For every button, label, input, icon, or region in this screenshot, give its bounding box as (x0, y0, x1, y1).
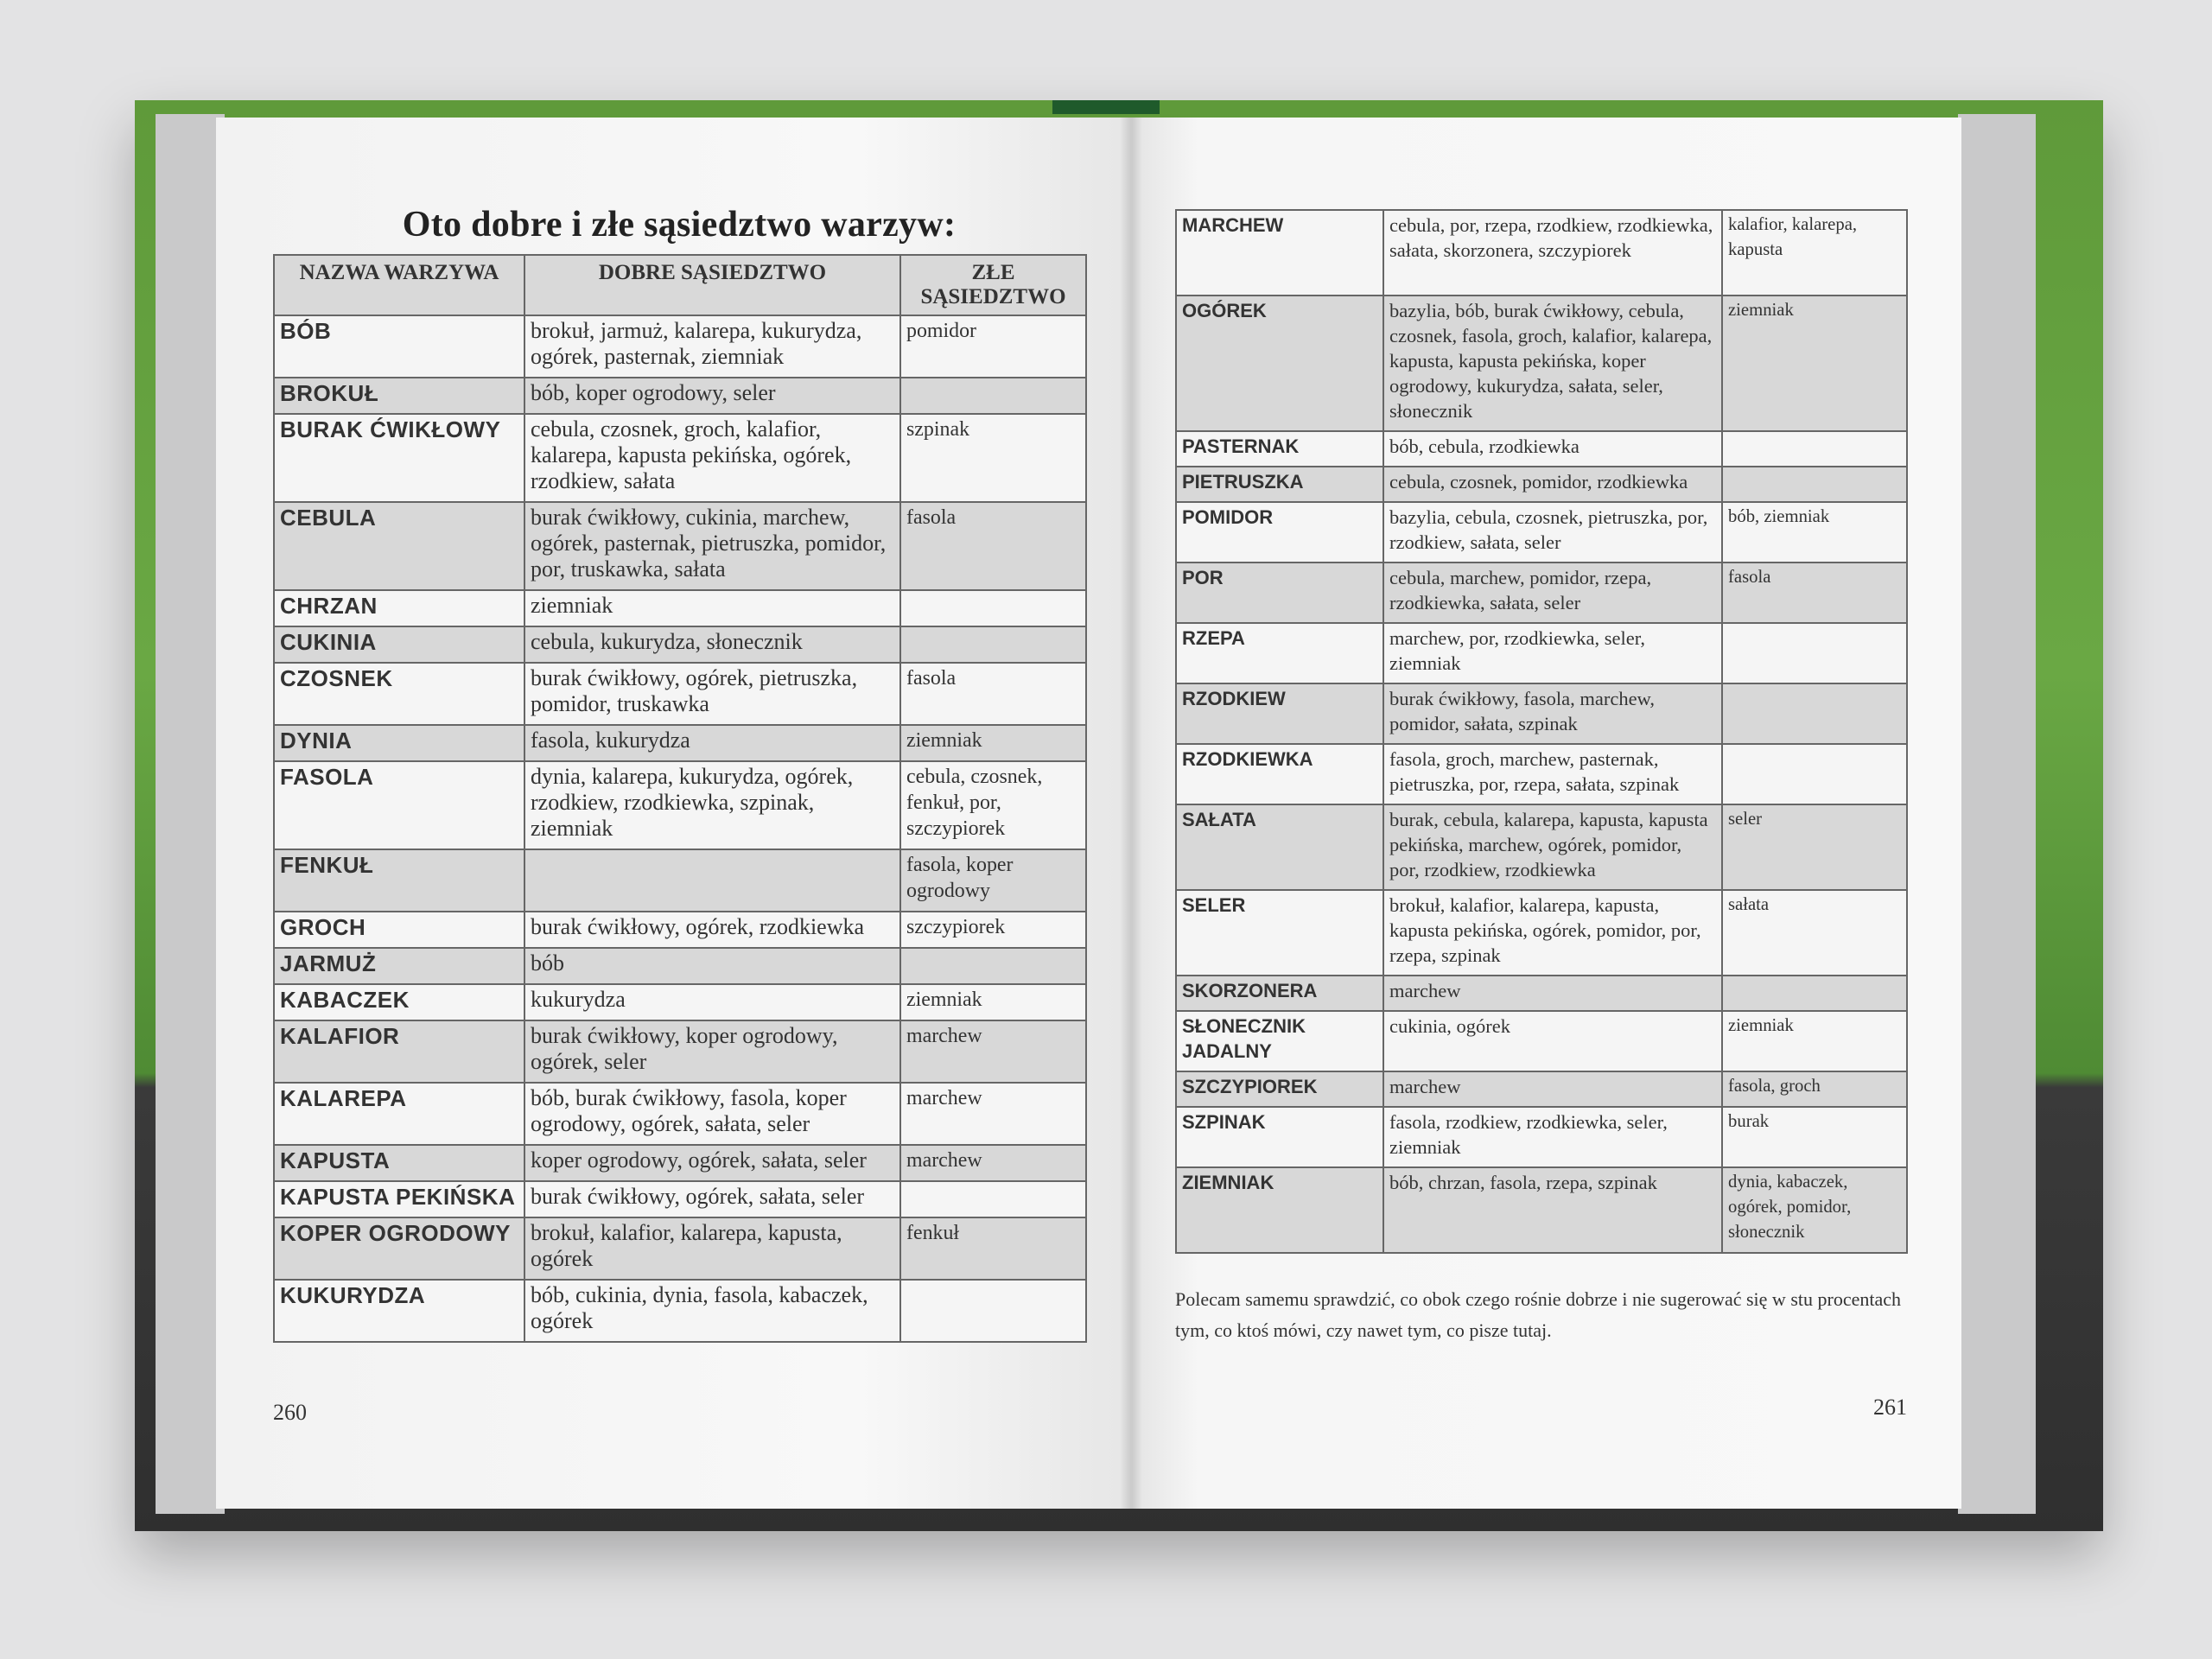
cell-name: DYNIA (274, 725, 524, 761)
cell-bad (900, 1181, 1086, 1217)
cell-name: CEBULA (274, 502, 524, 590)
cell-bad: ziemniak (1722, 1011, 1907, 1071)
table-row (1176, 976, 1907, 1011)
table-row (1176, 623, 1907, 683)
cell-good: cebula, marchew, pomidor, rzepa, rzodkiewka, sałata, seler (1383, 563, 1722, 623)
cell-good: marchew (1383, 976, 1722, 1011)
cell-bad: fasola, groch (1722, 1071, 1907, 1107)
cell-bad: pomidor (900, 315, 1086, 378)
cell-good: bób (524, 948, 900, 984)
table-row (1176, 744, 1907, 804)
table-row (274, 1181, 1086, 1217)
cell-bad (1722, 623, 1907, 683)
cell-name: PIETRUSZKA (1176, 467, 1383, 502)
cell-bad: ziemniak (900, 725, 1086, 761)
cell-bad: ziemniak (900, 984, 1086, 1020)
table-row (1176, 1011, 1907, 1071)
cell-good: cukinia, ogórek (1383, 1011, 1722, 1071)
table-row (1176, 563, 1907, 623)
cell-name: SAŁATA (1176, 804, 1383, 890)
table-row (274, 414, 1086, 502)
cell-bad (900, 590, 1086, 626)
cell-name: KOPER OGRODOWY (274, 1217, 524, 1280)
cell-bad: fasola (900, 663, 1086, 725)
cell-name: POMIDOR (1176, 502, 1383, 563)
table-row (274, 1145, 1086, 1181)
cell-bad: ziemniak (1722, 296, 1907, 431)
cell-bad: marchew (900, 1083, 1086, 1145)
right-page-edges (1958, 114, 2036, 1514)
cell-name: KAPUSTA (274, 1145, 524, 1181)
table-row (1176, 1167, 1907, 1253)
cell-bad: bób, ziemniak (1722, 502, 1907, 563)
cell-bad (1722, 744, 1907, 804)
cell-good: brokuł, kalafior, kalarepa, kapusta, ogórek (524, 1217, 900, 1280)
cell-name: SZPINAK (1176, 1107, 1383, 1167)
table-row (1176, 296, 1907, 431)
cell-bad: marchew (900, 1020, 1086, 1083)
table-row (1176, 1107, 1907, 1167)
cell-name: PASTERNAK (1176, 431, 1383, 467)
table-row (274, 849, 1086, 912)
cell-name: CHRZAN (274, 590, 524, 626)
cell-good: bób, cebula, rzodkiewka (1383, 431, 1722, 467)
cell-bad (900, 626, 1086, 663)
table-row (1176, 210, 1907, 296)
cell-good: bób, koper ogrodowy, seler (524, 378, 900, 414)
cell-name: BURAK ĆWIKŁOWY (274, 414, 524, 502)
header-name: NAZWA WARZYWA (274, 255, 524, 315)
cell-bad: sałata (1722, 890, 1907, 976)
cell-name: ZIEMNIAK (1176, 1167, 1383, 1253)
table-row (274, 912, 1086, 948)
page-number-right: 261 (1873, 1395, 1907, 1420)
cell-name: OGÓREK (1176, 296, 1383, 431)
cell-name: POR (1176, 563, 1383, 623)
table-row (274, 626, 1086, 663)
cell-bad (900, 1280, 1086, 1342)
cell-name: RZODKIEWKA (1176, 744, 1383, 804)
author-note: Polecam samemu sprawdzić, co obok czego rośnie dobrze i nie sugerować się w stu procentach tym, co ktoś mówi, czy nawet tym, co pisze tutaj. (1175, 1288, 1901, 1341)
cell-name: BÓB (274, 315, 524, 378)
header-good: DOBRE SĄSIEDZTWO (524, 255, 900, 315)
cell-good: cebula, por, rzepa, rzodkiew, rzodkiewka, sałata, skorzonera, szczypiorek (1383, 210, 1722, 296)
cell-bad: cebula, czosnek, fenkuł, por, szczypiorek (900, 761, 1086, 849)
page-title: Oto dobre i złe sąsiedztwo warzyw: (402, 205, 957, 245)
table-row (274, 315, 1086, 378)
table-row (274, 502, 1086, 590)
book-gutter (1120, 118, 1142, 1509)
table-row (274, 663, 1086, 725)
cell-name: FENKUŁ (274, 849, 524, 912)
table-row (1176, 683, 1907, 744)
cell-bad: szczypiorek (900, 912, 1086, 948)
header-bad: ZŁE SĄSIEDZTWO (900, 255, 1086, 315)
table-row (1176, 502, 1907, 563)
cell-good: fasola, groch, marchew, pasternak, pietruszka, por, rzepa, sałata, szpinak (1383, 744, 1722, 804)
left-page-edges (156, 114, 225, 1514)
table-row (274, 590, 1086, 626)
cell-name: FASOLA (274, 761, 524, 849)
cell-name: MARCHEW (1176, 210, 1383, 296)
cell-good: marchew (1383, 1071, 1722, 1107)
cell-bad: fasola (1722, 563, 1907, 623)
cell-name: JARMUŻ (274, 948, 524, 984)
cell-bad: dynia, kabaczek, ogórek, pomidor, słonecznik (1722, 1167, 1907, 1253)
cell-name: GROCH (274, 912, 524, 948)
cell-good: marchew, por, rzodkiewka, seler, ziemniak (1383, 623, 1722, 683)
cell-name: KABACZEK (274, 984, 524, 1020)
cell-name: KALAREPA (274, 1083, 524, 1145)
cell-good: cebula, czosnek, pomidor, rzodkiewka (1383, 467, 1722, 502)
cell-bad (900, 948, 1086, 984)
cell-name: KALAFIOR (274, 1020, 524, 1083)
cell-name: SKORZONERA (1176, 976, 1383, 1011)
cell-name: KUKURYDZA (274, 1280, 524, 1342)
cell-good: burak, cebula, kalarepa, kapusta, kapusta pekińska, marchew, ogórek, pomidor, por, rzodkiew, rzodkiewka (1383, 804, 1722, 890)
table-row (1176, 1071, 1907, 1107)
cell-bad (1722, 467, 1907, 502)
page-number-left: 260 (273, 1400, 307, 1425)
cell-good: burak ćwikłowy, koper ogrodowy, ogórek, seler (524, 1020, 900, 1083)
cell-good: fasola, kukurydza (524, 725, 900, 761)
cell-good: burak ćwikłowy, ogórek, sałata, seler (524, 1181, 900, 1217)
book-spine (1052, 100, 1160, 114)
cell-name: RZEPA (1176, 623, 1383, 683)
cell-good: bazylia, cebula, czosnek, pietruszka, por, rzodkiew, sałata, seler (1383, 502, 1722, 563)
cell-name: RZODKIEW (1176, 683, 1383, 744)
cell-bad: fasola, koper ogrodowy (900, 849, 1086, 912)
cell-name: SZCZYPIOREK (1176, 1071, 1383, 1107)
cell-bad (900, 378, 1086, 414)
cell-good: dynia, kalarepa, kukurydza, ogórek, rzodkiew, rzodkiewka, szpinak, ziemniak (524, 761, 900, 849)
cell-name: SELER (1176, 890, 1383, 976)
cell-good: burak ćwikłowy, fasola, marchew, pomidor, sałata, szpinak (1383, 683, 1722, 744)
cell-bad: seler (1722, 804, 1907, 890)
table-row (274, 1217, 1086, 1280)
cell-good: kukurydza (524, 984, 900, 1020)
cell-good: burak ćwikłowy, ogórek, rzodkiewka (524, 912, 900, 948)
table-row (274, 984, 1086, 1020)
cell-good: burak ćwikłowy, cukinia, marchew, ogórek, pasternak, pietruszka, pomidor, por, truskawka, sałata (524, 502, 900, 590)
cell-bad: szpinak (900, 414, 1086, 502)
cell-good: brokuł, kalafior, kalarepa, kapusta, kapusta pekińska, ogórek, pomidor, por, rzepa, szpinak (1383, 890, 1722, 976)
cell-bad: burak (1722, 1107, 1907, 1167)
table-row (1176, 467, 1907, 502)
cell-bad: marchew (900, 1145, 1086, 1181)
cell-bad (1722, 976, 1907, 1011)
cell-bad: fasola (900, 502, 1086, 590)
cell-good: koper ogrodowy, ogórek, sałata, seler (524, 1145, 900, 1181)
table-row (274, 1083, 1086, 1145)
cell-good: bób, chrzan, fasola, rzepa, szpinak (1383, 1167, 1722, 1253)
cell-good: bazylia, bób, burak ćwikłowy, cebula, czosnek, fasola, groch, kalafior, kalarepa, kapusta, kapusta pekińska, koper ogrodowy, kukurydza, sałata, seler, słonecznik (1383, 296, 1722, 431)
cell-name: CZOSNEK (274, 663, 524, 725)
cell-good: cebula, kukurydza, słonecznik (524, 626, 900, 663)
table-row (1176, 890, 1907, 976)
cell-good: cebula, czosnek, groch, kalafior, kalarepa, kapusta pekińska, ogórek, rzodkiew, sałata (524, 414, 900, 502)
cell-good: bób, cukinia, dynia, fasola, kabaczek, ogórek (524, 1280, 900, 1342)
vegetable-table-left (273, 254, 1087, 1343)
cell-name: CUKINIA (274, 626, 524, 663)
cell-good (524, 849, 900, 912)
cell-bad: fenkuł (900, 1217, 1086, 1280)
cell-bad: kalafior, kalarepa, kapusta (1722, 210, 1907, 296)
cell-bad (1722, 431, 1907, 467)
table-row (274, 378, 1086, 414)
cell-name: SŁONECZNIK JADALNY (1176, 1011, 1383, 1071)
table-row (1176, 804, 1907, 890)
cell-bad (1722, 683, 1907, 744)
table-row (274, 761, 1086, 849)
table-row (274, 948, 1086, 984)
table-row (274, 1020, 1086, 1083)
cell-good: fasola, rzodkiew, rzodkiewka, seler, ziemniak (1383, 1107, 1722, 1167)
cell-good: ziemniak (524, 590, 900, 626)
cell-good: brokuł, jarmuż, kalarepa, kukurydza, ogórek, pasternak, ziemniak (524, 315, 900, 378)
table-row (274, 725, 1086, 761)
table-row (1176, 431, 1907, 467)
table-row (274, 1280, 1086, 1342)
cell-name: BROKUŁ (274, 378, 524, 414)
cell-good: bób, burak ćwikłowy, fasola, koper ogrodowy, ogórek, sałata, seler (524, 1083, 900, 1145)
cell-good: burak ćwikłowy, ogórek, pietruszka, pomidor, truskawka (524, 663, 900, 725)
vegetable-table-right (1175, 209, 1908, 1254)
cell-name: KAPUSTA PEKIŃSKA (274, 1181, 524, 1217)
